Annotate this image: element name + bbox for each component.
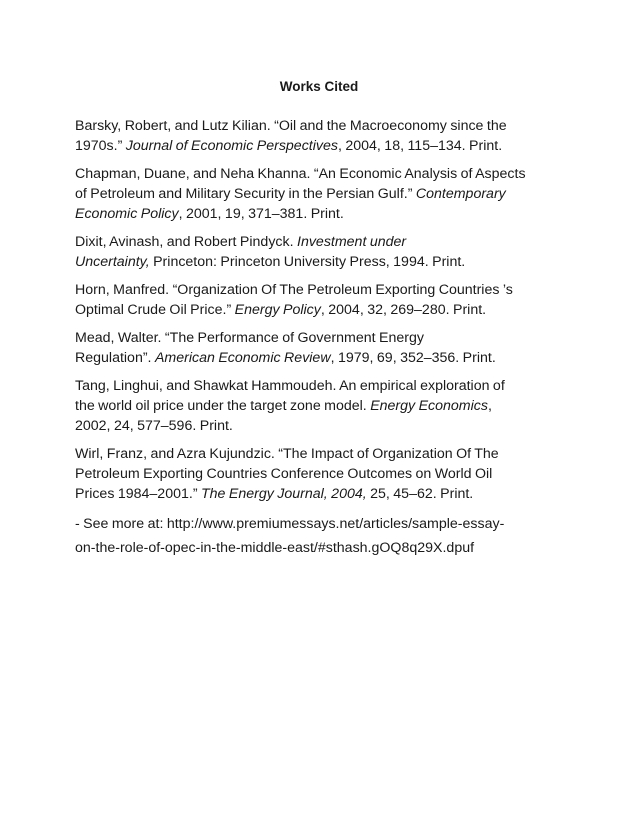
citation-italic-segment: Economic Policy <box>75 206 179 222</box>
citation-segment: , 2001, 19, 371–381. Print. <box>178 206 344 222</box>
citation-segment: Barsky, Robert, and Lutz Kilian. “Oil and the Macroeconomy since the <box>75 118 507 134</box>
citation-entry <box>75 376 575 436</box>
citation-italic-segment: Contemporary <box>415 186 506 202</box>
citation-segment: 25, 45–62. Print. <box>366 486 474 502</box>
citation-segment: , 1979, 69, 352–356. Print. <box>330 350 496 366</box>
citation-line <box>75 328 575 348</box>
citation-italic-segment: Journal of Economic Perspectives <box>125 138 338 154</box>
citation-line <box>75 136 575 156</box>
citation-italic-segment: The Energy Journal, 2004, <box>200 486 367 502</box>
citation-segment: Princeton: Princeton University Press, 1994. Print. <box>149 254 466 270</box>
citation-segment: , 2004, 32, 269–280. Print. <box>320 302 487 318</box>
citation-segment: the world oil price under the target zone model. <box>75 398 371 414</box>
citation-line <box>75 416 575 436</box>
citation-line <box>75 300 575 320</box>
source-note-line: on-the-role-of-opec-in-the-middle-east/#sthash.gOQ8q29X.dpuf <box>75 540 475 556</box>
works-cited-list <box>75 116 575 560</box>
source-note <box>75 512 575 560</box>
citation-segment: Wirl, Franz, and Azra Kujundzic. “The Impact of Organization Of The <box>75 446 499 462</box>
citation-italic-segment: Uncertainty, <box>75 254 150 270</box>
citation-entry <box>75 232 575 272</box>
citation-segment: 1970s.” <box>75 138 126 154</box>
citation-entry <box>75 116 575 156</box>
citation-segment: Horn, Manfred. “Organization Of The Petroleum Exporting Countries ’s <box>75 282 513 298</box>
citation-segment: Prices 1984–2001.” <box>75 486 201 502</box>
citation-line <box>75 396 575 416</box>
citation-segment: , <box>487 398 492 414</box>
citation-italic-segment: Energy Economics <box>370 398 488 414</box>
citation-segment: Regulation”. <box>75 350 155 366</box>
citation-segment: 2002, 24, 577–596. Print. <box>75 418 233 434</box>
citation-entry <box>75 164 575 224</box>
citation-line <box>75 280 575 300</box>
citation-segment: Chapman, Duane, and Neha Khanna. “An Economic Analysis of Aspects <box>75 166 526 182</box>
citation-segment: Petroleum Exporting Countries Conference Outcomes on World Oil <box>75 466 493 482</box>
citation-italic-segment: Energy Policy <box>234 302 321 318</box>
citation-segment: Mead, Walter. “The Performance of Government Energy <box>75 330 424 346</box>
citation-line <box>75 348 575 368</box>
citation-italic-segment: American Economic Review <box>154 350 331 366</box>
citation-italic-segment: Investment under <box>297 234 407 250</box>
citation-segment: Tang, Linghui, and Shawkat Hammoudeh. An empirical exploration of <box>75 378 505 394</box>
citation-line <box>75 232 575 252</box>
citation-entry <box>75 328 575 368</box>
citation-segment: of Petroleum and Military Security in the Persian Gulf.” <box>75 186 416 202</box>
citation-line <box>75 116 575 136</box>
citation-segment: , 2004, 18, 115–134. Print. <box>337 138 503 154</box>
citation-line <box>75 464 575 484</box>
source-note-line: - See more at: http://www.premiumessays.net/articles/sample-essay- <box>75 516 505 532</box>
citation-line <box>75 444 575 464</box>
page-title: Works Cited <box>279 79 359 94</box>
citation-line <box>75 252 575 272</box>
citation-segment: Optimal Crude Oil Price.” <box>75 302 235 318</box>
citation-line <box>75 164 575 184</box>
citation-segment: Dixit, Avinash, and Robert Pindyck. <box>75 234 297 250</box>
citation-line <box>75 184 575 204</box>
citation-line <box>75 484 575 504</box>
citation-entry <box>75 444 575 504</box>
citation-line <box>75 376 575 396</box>
citation-entries <box>75 116 575 504</box>
citation-line <box>75 204 575 224</box>
citation-entry <box>75 280 575 320</box>
